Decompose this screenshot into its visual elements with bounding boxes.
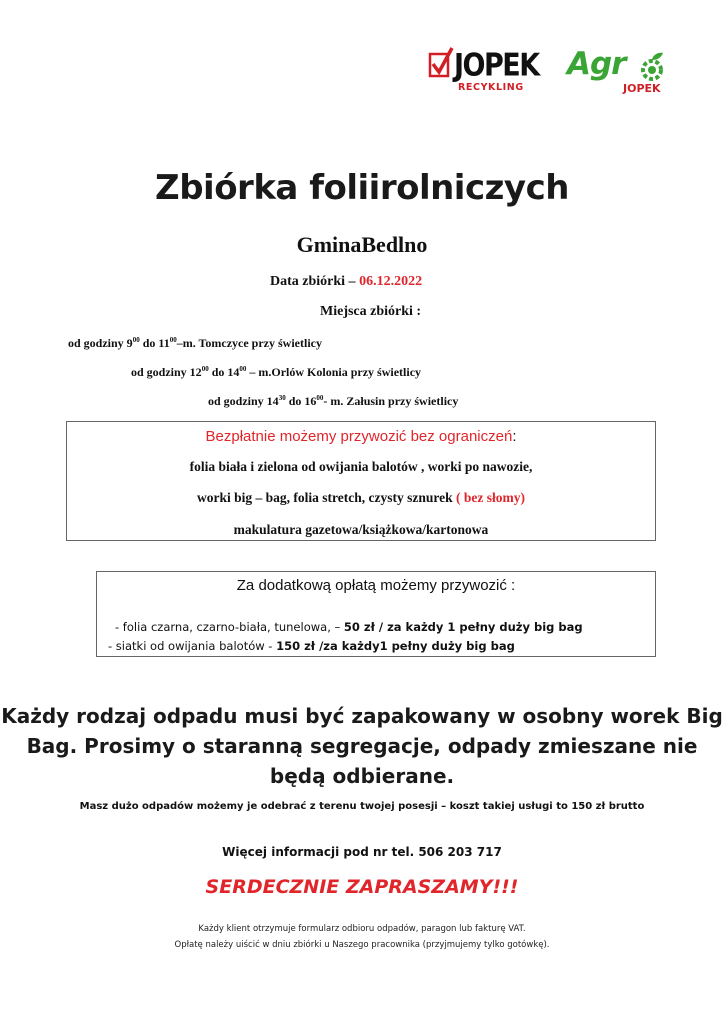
schedule-item: od godziny $14^{30}$ do $16^{00}-$ m. Załusin przy świetlicy (208, 394, 459, 408)
agro-logo-text: Agr (567, 46, 626, 82)
agro-jopek-subtext: JOPEK (623, 82, 661, 95)
page-title: Zbiórka foliirolniczych (155, 168, 569, 208)
date-label: Data zbiórki – (270, 274, 360, 289)
free-items-box (66, 421, 656, 541)
paid-items-heading: Za dodatkową opłatą możemy przywozić : (236, 577, 516, 594)
collection-date (270, 274, 422, 290)
footer-note: Każdy klient otrzymuje formularz odbioru odpadów, paragon lub fakturę VAT. (198, 924, 526, 934)
gear-leaf-icon (639, 52, 665, 82)
pickup-info: Masz dużo odpadów możemy je odebrać z terenu twojej posesji – koszt takiej usługi to 150 zł brutto (79, 801, 645, 812)
paid-item: - siatki od owijania balotów - 150 zł /za każdy1 pełny duży big bag (108, 639, 515, 653)
segregation-notice: Każdy rodzaj odpadu musi być zapakowany w osobny worek Big Bag. Prosimy o staranną segregacje, odpady zmieszane nie będą odbierane. (1, 704, 723, 788)
free-items-line: folia biała i zielona od owijania balotów , worki po nawozie, (189, 459, 533, 474)
free-items-heading: Bezpłatnie możemy przywozić bez ograniczeń: (205, 428, 517, 445)
recykling-logo-text: RECYKLING (458, 82, 524, 93)
footer-note: Opłatę należy uiścić w dniu zbiórki u Naszego pracownika (przyjmujemy tylko gotówkę). (174, 940, 550, 950)
free-items-line: worki big – bag, folia stretch, czysty sznurek ( bez słomy) (197, 490, 525, 505)
invitation-text: SERDECZNIE ZAPRASZAMY!!! (205, 876, 519, 898)
date-value: 06.12.2022 (359, 274, 423, 289)
places-label: Miejsca zbiórki : (320, 304, 422, 319)
schedule-item: od godziny $12^{00}$ do $14^{00}$ – m.Orlów Kolonia przy świetlicy (131, 365, 422, 379)
jopek-recykling-logo (428, 46, 550, 96)
agro-jopek-logo (565, 44, 670, 100)
paid-items-box (96, 571, 656, 657)
schedule-item: od godziny $9^{00}$ do $11^{00}-m$. Tomczyce przy świetlicy (68, 336, 322, 350)
paid-item: - folia czarna, czarno-biała, tunelowa, – 50 zł / za każdy 1 pełny duży big bag (115, 620, 583, 634)
phone-info: Więcej informacji pod nr tel. 506 203 717 (222, 845, 502, 859)
free-items-line: makulatura gazetowa/książkowa/kartonowa (233, 522, 489, 537)
municipality-subtitle: GminaBedlno (296, 232, 428, 257)
jopek-logo-text: JOPEK (454, 48, 539, 84)
